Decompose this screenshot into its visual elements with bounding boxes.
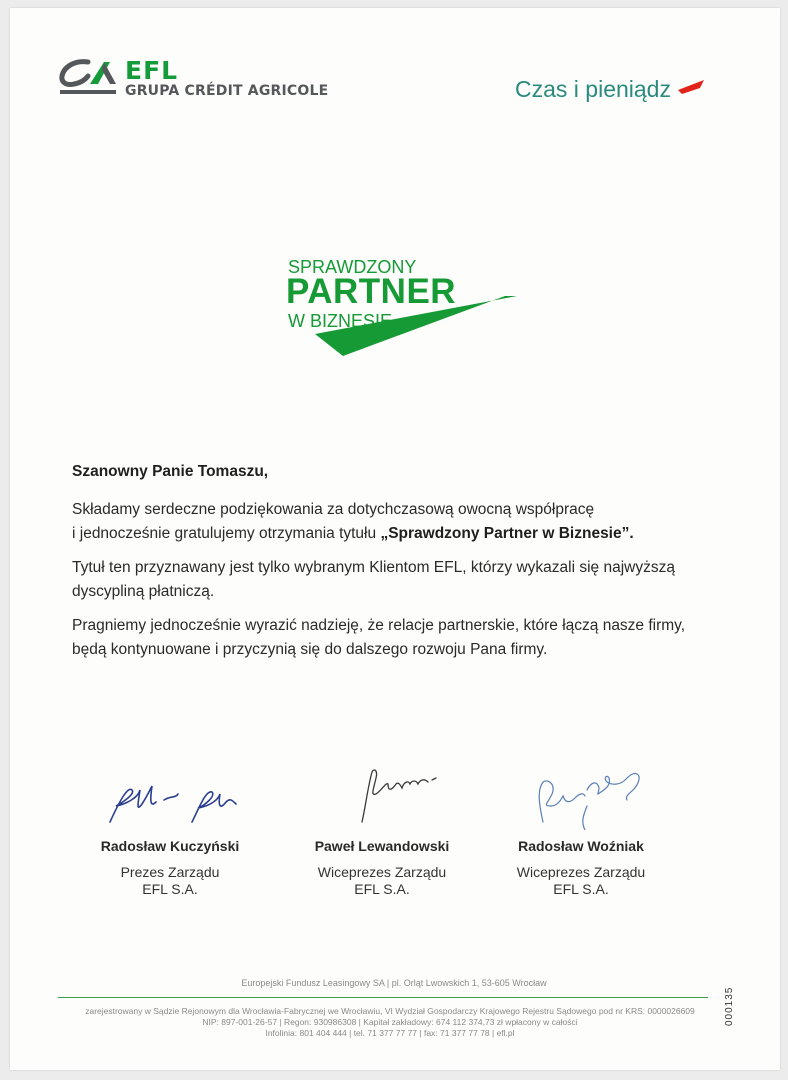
footer-divider xyxy=(58,997,708,998)
signatory-role: Wiceprezes Zarządu xyxy=(317,864,447,880)
footer-line: Infolinia: 801 404 444 | tel. 71 377 77 77 | fax: 71 377 77 78 | efl.pl xyxy=(265,1028,515,1038)
footer-address: Europejski Fundusz Leasingowy SA | pl. Orląt Lwowskich 1, 53-605 Wrocław xyxy=(241,978,547,988)
signatory-company: EFL S.A. xyxy=(354,881,410,897)
paragraph-text: i jednocześnie gratulujemy otrzymania tytułu xyxy=(72,525,381,542)
red-swoosh-icon xyxy=(676,78,706,98)
efl-logo-text: EFL xyxy=(125,56,179,85)
award-title: „Sprawdzony Partner w Biznesie”. xyxy=(380,525,634,542)
group-name: GRUPA CRÉDIT AGRICOLE xyxy=(125,83,329,99)
signature-block-3 xyxy=(476,760,686,897)
signature-block-1 xyxy=(65,760,275,897)
paragraph-line: będą kontynuowane i przyczynią się do dalszego rozwoju Pana firmy. xyxy=(72,641,548,658)
signatory-name: Paweł Lewandowski xyxy=(314,838,450,854)
paragraph-line xyxy=(72,522,712,546)
document-serial-number: 000135 xyxy=(724,986,735,1026)
paragraph-hope xyxy=(72,614,712,662)
badge-text-main: PARTNER xyxy=(286,272,457,311)
signatory-name: Radosław Kuczyński xyxy=(100,838,240,854)
credit-agricole-logo-icon xyxy=(58,58,120,98)
handwritten-signature-icon xyxy=(292,760,472,830)
paragraph-thanks xyxy=(72,498,712,546)
tagline: Czas i pieniądz xyxy=(515,76,671,102)
signatory-company: EFL S.A. xyxy=(142,881,198,897)
handwritten-signature-icon xyxy=(491,760,671,830)
paragraph-line: Pragniemy jednocześnie wyrazić nadzieję, że relacje partnerskie, które łączą nasze firmy, xyxy=(72,617,686,634)
footer-line: NIP: 897-001-26-57 | Regon: 930986308 | Kapitał zakładowy: 674 112 374,73 zł wpłacony w całości xyxy=(202,1017,578,1027)
signatory-role: Prezes Zarządu xyxy=(120,864,220,880)
footer-registration xyxy=(40,1006,740,1039)
paragraph-line: dyscypliną płatniczą. xyxy=(72,583,215,600)
badge-text-top: SPRAWDZONY xyxy=(288,257,417,277)
letter-body xyxy=(72,460,712,672)
paragraph-award xyxy=(72,556,712,604)
footer-line: zarejestrowany w Sądzie Rejonowym dla Wrocławia-Fabrycznej we Wrocławiu, VI Wydział Gospodarczy Krajowego Rejestru Sądowego pod nr KRS: 0000026609 xyxy=(85,1006,695,1016)
signatory-company: EFL S.A. xyxy=(553,881,609,897)
paragraph-line: Składamy serdeczne podziękowania za dotychczasową owocną współpracę xyxy=(72,501,595,518)
handwritten-signature-icon xyxy=(80,760,260,830)
salutation: Szanowny Panie Tomaszu, xyxy=(72,463,269,480)
signatory-name: Radosław Woźniak xyxy=(518,838,644,854)
badge-text-bottom: W BIZNESIE xyxy=(288,311,393,331)
signature-block-2 xyxy=(277,760,487,897)
paragraph-line: Tytuł ten przyznawany jest tylko wybranym Klientom EFL, którzy wykazali się najwyższą xyxy=(72,559,675,576)
signatory-role: Wiceprezes Zarządu xyxy=(516,864,646,880)
